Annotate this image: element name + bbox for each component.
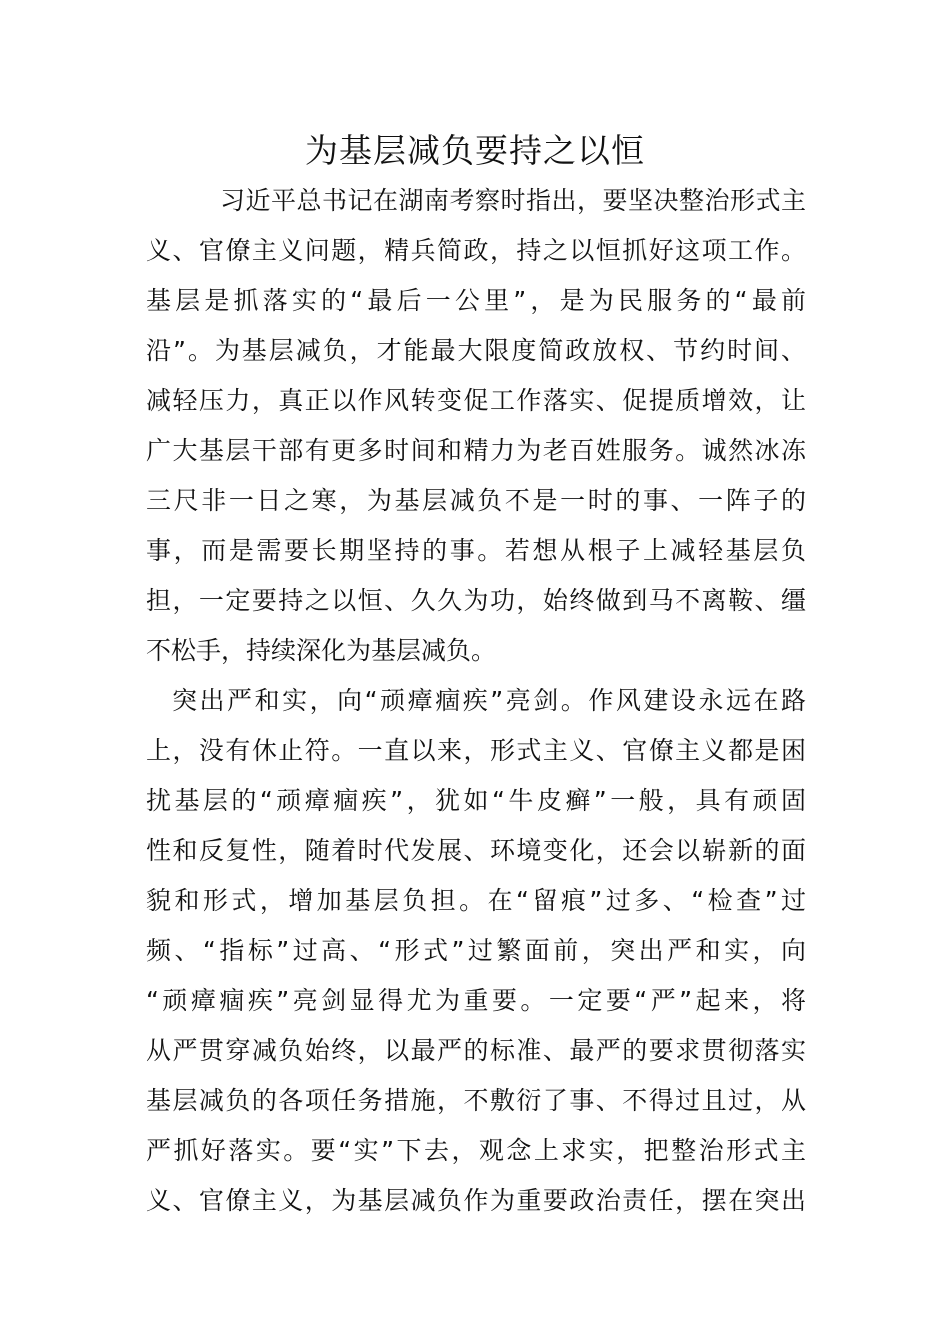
paragraph-line: 从严贯穿减负始终，以最严的标准、最严的要求贯彻落实 xyxy=(146,1036,806,1065)
paragraph-line: 严抓好落实。要“实”下去，观念上求实，把整治形式主 xyxy=(146,1136,806,1165)
paragraph-line: 减轻压力，真正以作风转变促工作落实、促提质增效，让 xyxy=(146,386,806,415)
paragraph-line: 三尺非一日之寒，为基层减负不是一时的事、一阵子的 xyxy=(146,486,806,515)
paragraph-line: “顽瘴痼疾”亮剑显得尤为重要。一定要“严”起来，将 xyxy=(146,986,806,1015)
paragraph-line: 突出严和实，向“顽瘴痼疾”亮剑。作风建设永远在路 xyxy=(172,686,806,715)
paragraph-line: 事，而是需要长期坚持的事。若想从根子上减轻基层负 xyxy=(146,536,806,565)
paragraph-line: 习近平总书记在湖南考察时指出，要坚决整治形式主 xyxy=(220,186,806,215)
paragraph-line: 上，没有休止符。一直以来，形式主义、官僚主义都是困 xyxy=(146,736,806,765)
paragraph-line: 不松手，持续深化为基层减负。 xyxy=(146,636,497,665)
paragraph-line: 基层减负的各项任务措施，不敷衍了事、不得过且过，从 xyxy=(146,1086,806,1115)
paragraph-line: 义、官僚主义问题，精兵简政，持之以恒抓好这项工作。 xyxy=(146,236,806,265)
paragraph-line: 基层是抓落实的“最后一公里”，是为民服务的“最前 xyxy=(146,286,806,315)
paragraph-line: 沿”。为基层减负，才能最大限度简政放权、节约时间、 xyxy=(146,336,806,365)
paragraph-line: 担，一定要持之以恒、久久为功，始终做到马不离鞍、缰 xyxy=(146,586,806,615)
paragraph-line: 频、“指标”过高、“形式”过繁面前，突出严和实，向 xyxy=(146,936,806,965)
paragraph-line: 义、官僚主义，为基层减负作为重要政治责任，摆在突出 xyxy=(146,1186,806,1215)
paragraph-line: 性和反复性，随着时代发展、环境变化，还会以崭新的面 xyxy=(146,836,806,865)
document-title: 为基层减负要持之以恒 xyxy=(305,131,645,170)
paragraph-line: 广大基层干部有更多时间和精力为老百姓服务。诚然冰冻 xyxy=(146,436,806,465)
paragraph-line: 貌和形式，增加基层负担。在“留痕”过多、“检查”过 xyxy=(146,886,806,915)
paragraph-line: 扰基层的“顽瘴痼疾”，犹如“牛皮癣”一般，具有顽固 xyxy=(146,786,806,815)
